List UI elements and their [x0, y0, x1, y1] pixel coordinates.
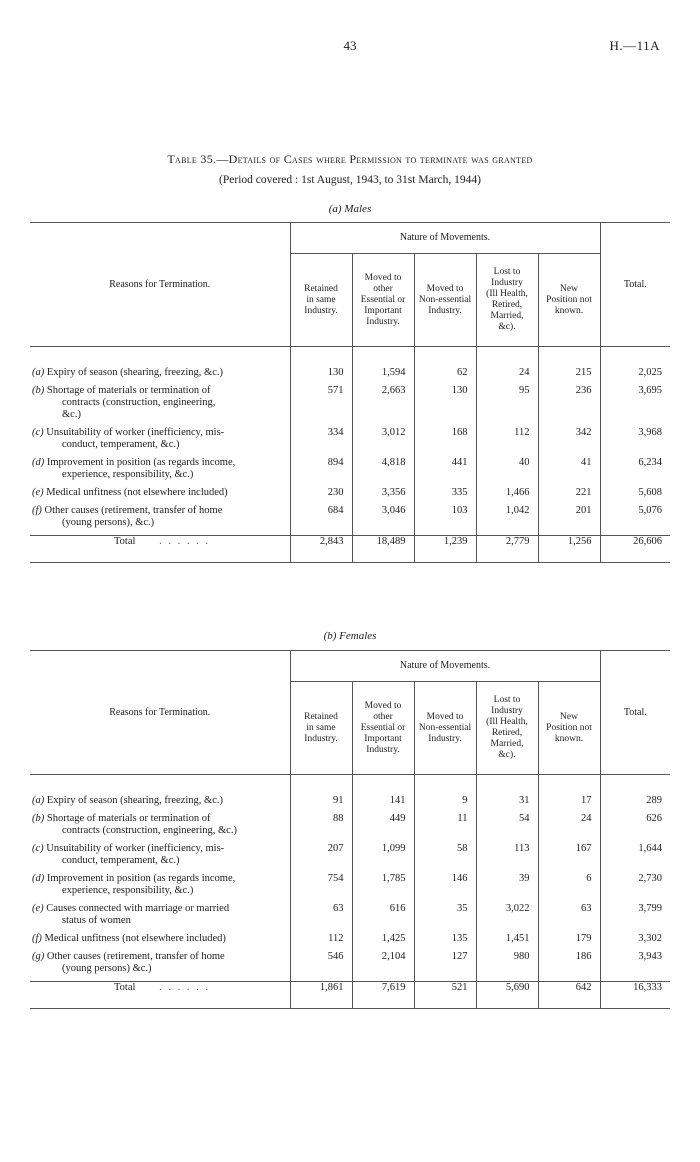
reason-cell	[30, 795, 290, 807]
row-total-value: 1,644	[600, 843, 670, 867]
reason-line: experience, responsibility, &c.)	[62, 885, 194, 896]
reason-cell	[30, 903, 290, 927]
reason-line	[32, 795, 284, 807]
table-row	[30, 385, 670, 421]
movement-value: 31	[476, 795, 538, 807]
movement-value: 342	[538, 427, 600, 451]
column-header-line: Lost to	[493, 267, 521, 277]
reason-text: Shortage of materials or termination of	[46, 385, 211, 396]
reason-text: Unsuitability of worker (inefficiency, mis-	[46, 427, 225, 438]
movement-value: 130	[290, 367, 352, 379]
movement-value: 112	[290, 933, 352, 945]
movement-column-header	[352, 254, 414, 347]
movement-column-header	[290, 254, 352, 347]
total-label: Total	[114, 982, 136, 993]
reason-cell	[30, 813, 290, 837]
nature-of-movements-header: Nature of Movements.	[290, 223, 600, 254]
movement-column-header	[414, 682, 476, 775]
reason-text: Medical unfitness (not elsewhere included)	[44, 933, 226, 944]
column-header-line: Industry.	[428, 305, 462, 316]
column-header-line: Position not	[546, 722, 592, 733]
movement-column-header	[538, 682, 600, 775]
reason-label: (b)	[32, 813, 45, 824]
movement-value: 894	[290, 457, 352, 481]
movement-value: 186	[538, 951, 600, 975]
movement-value: 6	[538, 873, 600, 897]
movement-value: 62	[414, 367, 476, 379]
table-row	[30, 505, 670, 529]
column-header-line: Married,	[490, 739, 524, 749]
column-header-line: (Ill Health,	[486, 289, 528, 299]
movement-value: 201	[538, 505, 600, 529]
leader-dots: . . . . . .	[159, 982, 210, 993]
total-row	[30, 536, 670, 563]
column-header-line: Retired,	[491, 728, 523, 738]
movement-column-header	[414, 254, 476, 347]
column-total-value: 18,489	[352, 536, 414, 563]
movement-value: 9	[414, 795, 476, 807]
grand-total-value: 26,606	[600, 536, 670, 563]
males-table	[30, 222, 670, 563]
reason-line	[32, 385, 284, 397]
reason-cell	[30, 457, 290, 481]
column-total-value: 5,690	[476, 982, 538, 1009]
movement-value: 24	[538, 813, 600, 837]
column-header-line: Important	[364, 305, 402, 316]
reason-line	[32, 457, 284, 469]
column-header-line: New	[560, 711, 578, 722]
females-table	[30, 650, 670, 1009]
reason-label: (a)	[32, 367, 45, 378]
table-row	[30, 903, 670, 927]
movement-value: 103	[414, 505, 476, 529]
reason-text: Medical unfitness (not elsewhere included)	[46, 487, 228, 498]
row-total-value: 5,076	[600, 505, 670, 529]
movement-value: 335	[414, 487, 476, 499]
table-title	[0, 152, 700, 167]
table-title-caption: Details of Cases where Permission to terminate was granted	[228, 152, 533, 166]
column-header-line: Married,	[490, 311, 524, 321]
column-total-value: 1,239	[414, 536, 476, 563]
row-total-value: 2,025	[600, 367, 670, 379]
reason-label: (e)	[32, 903, 44, 914]
column-total-value: 521	[414, 982, 476, 1009]
reason-line	[32, 813, 284, 825]
reason-label: (b)	[32, 385, 45, 396]
reason-text: Other causes (retirement, transfer of home	[46, 951, 225, 962]
column-header-line: Industry	[491, 706, 523, 716]
reason-text: Expiry of season (shearing, freezing, &c.)	[46, 367, 223, 378]
total-column-header: Total.	[600, 223, 670, 347]
column-header-line: Moved to	[426, 711, 464, 722]
reason-line: status of women	[62, 915, 131, 926]
table-row	[30, 843, 670, 867]
reason-cell	[30, 505, 290, 529]
movement-column-header	[476, 254, 538, 347]
movement-value: 1,099	[352, 843, 414, 867]
movement-value: 3,046	[352, 505, 414, 529]
movement-value: 221	[538, 487, 600, 499]
row-total-value: 3,695	[600, 385, 670, 421]
column-header-line: in same	[306, 294, 336, 305]
movement-value: 236	[538, 385, 600, 421]
reason-text: Expiry of season (shearing, freezing, &c.)	[46, 795, 223, 806]
reason-line: contracts (construction, engineering, &c.)	[62, 825, 237, 836]
movement-value: 113	[476, 843, 538, 867]
movement-value: 230	[290, 487, 352, 499]
movement-value: 112	[476, 427, 538, 451]
reason-line: experience, responsibility, &c.)	[62, 469, 194, 480]
column-header-line: Industry.	[428, 733, 462, 744]
column-header-line: Essential or	[360, 722, 406, 733]
reason-line: conduct, temperament, &c.)	[62, 855, 180, 866]
row-total-value: 3,799	[600, 903, 670, 927]
reason-label: (c)	[32, 843, 44, 854]
column-header-line: Moved to	[364, 272, 402, 283]
movement-value: 215	[538, 367, 600, 379]
reason-text: Shortage of materials or termination of	[46, 813, 211, 824]
column-header-line: other	[373, 711, 393, 722]
reason-cell	[30, 487, 290, 499]
total-label-cell	[30, 982, 290, 1009]
page-number: 43	[343, 38, 357, 53]
movement-value: 146	[414, 873, 476, 897]
reason-line: &c.)	[62, 409, 81, 420]
reason-text: Improvement in position (as regards income,	[46, 873, 236, 884]
movement-value: 1,466	[476, 487, 538, 499]
movement-value: 17	[538, 795, 600, 807]
reason-label: (f)	[32, 933, 42, 944]
row-total-value: 2,730	[600, 873, 670, 897]
reason-line	[32, 367, 284, 379]
reason-line	[32, 843, 284, 855]
column-total-value: 7,619	[352, 982, 414, 1009]
total-row	[30, 982, 670, 1009]
reason-line	[32, 873, 284, 885]
movement-value: 130	[414, 385, 476, 421]
grand-total-value: 16,333	[600, 982, 670, 1009]
movement-value: 754	[290, 873, 352, 897]
movement-value: 58	[414, 843, 476, 867]
movement-value: 546	[290, 951, 352, 975]
movement-column-header	[476, 682, 538, 775]
movement-value: 616	[352, 903, 414, 927]
reason-line: (young persons), &c.)	[62, 517, 155, 528]
reason-line	[32, 933, 284, 945]
reason-line: conduct, temperament, &c.)	[62, 439, 180, 450]
movement-value: 1,785	[352, 873, 414, 897]
nature-of-movements-header: Nature of Movements.	[290, 651, 600, 682]
total-label-cell	[30, 536, 290, 563]
males-subheading: (a) Males	[328, 203, 372, 215]
row-total-value: 3,968	[600, 427, 670, 451]
reason-cell	[30, 873, 290, 897]
table-row	[30, 813, 670, 837]
document-reference: H.—11A	[609, 38, 660, 53]
movement-value: 3,356	[352, 487, 414, 499]
total-column-header: Total.	[600, 651, 670, 775]
movement-value: 1,425	[352, 933, 414, 945]
movement-value: 35	[414, 903, 476, 927]
reason-cell	[30, 951, 290, 975]
column-header-line: Industry	[491, 278, 523, 288]
row-total-value: 626	[600, 813, 670, 837]
column-header-line: Industry.	[304, 305, 338, 316]
table-row	[30, 427, 670, 451]
reason-label: (c)	[32, 427, 44, 438]
column-header-line: (Ill Health,	[486, 717, 528, 727]
movement-value: 141	[352, 795, 414, 807]
reason-label: (d)	[32, 457, 45, 468]
column-header-line: Non-essential	[418, 294, 472, 305]
movement-column-header	[352, 682, 414, 775]
reason-label: (e)	[32, 487, 44, 498]
reason-line	[32, 487, 284, 499]
column-total-value: 1,861	[290, 982, 352, 1009]
movement-value: 4,818	[352, 457, 414, 481]
movement-value: 135	[414, 933, 476, 945]
column-header-line: Moved to	[364, 700, 402, 711]
column-total-value: 642	[538, 982, 600, 1009]
table-row	[30, 457, 670, 481]
total-label: Total	[114, 536, 136, 547]
row-total-value: 5,608	[600, 487, 670, 499]
table-row	[30, 487, 670, 499]
movement-value: 88	[290, 813, 352, 837]
column-header-line: Essential or	[360, 294, 406, 305]
table-row	[30, 933, 670, 945]
movement-column-header	[290, 682, 352, 775]
reason-text: Unsuitability of worker (inefficiency, mis-	[46, 843, 225, 854]
reason-label: (g)	[32, 951, 45, 962]
column-header-line: Moved to	[426, 283, 464, 294]
movement-value: 2,663	[352, 385, 414, 421]
movement-value: 179	[538, 933, 600, 945]
movement-column-header	[538, 254, 600, 347]
movement-value: 168	[414, 427, 476, 451]
row-total-value: 3,943	[600, 951, 670, 975]
reason-line: contracts (construction, engineering,	[62, 397, 216, 408]
table-row	[30, 873, 670, 897]
column-header-line: in same	[306, 722, 336, 733]
movement-value: 571	[290, 385, 352, 421]
movement-value: 684	[290, 505, 352, 529]
movement-value: 207	[290, 843, 352, 867]
reason-label: (f)	[32, 505, 42, 516]
movement-value: 39	[476, 873, 538, 897]
reason-line: (young persons) &c.)	[62, 963, 152, 974]
column-total-value: 1,256	[538, 536, 600, 563]
movement-value: 40	[476, 457, 538, 481]
table-row	[30, 367, 670, 379]
row-total-value: 3,302	[600, 933, 670, 945]
reason-cell	[30, 385, 290, 421]
column-header-line: Important	[364, 733, 402, 744]
table-title-prefix: Table 35.—	[167, 152, 229, 166]
movement-value: 127	[414, 951, 476, 975]
row-total-value: 289	[600, 795, 670, 807]
movement-value: 1,042	[476, 505, 538, 529]
movement-value: 3,022	[476, 903, 538, 927]
movement-value: 3,012	[352, 427, 414, 451]
column-header-line: other	[373, 283, 393, 294]
movement-value: 167	[538, 843, 600, 867]
column-header-line: Industry.	[304, 733, 338, 744]
reason-line	[32, 903, 284, 915]
movement-value: 2,104	[352, 951, 414, 975]
reason-cell	[30, 427, 290, 451]
movement-value: 41	[538, 457, 600, 481]
column-header-line: Retained	[304, 711, 338, 722]
column-total-value: 2,843	[290, 536, 352, 563]
column-header-line: &c).	[498, 322, 516, 332]
movement-value: 54	[476, 813, 538, 837]
period-covered: (Period covered : 1st August, 1943, to 31st March, 1944)	[219, 174, 481, 186]
column-header-line: Retired,	[491, 300, 523, 310]
column-header-line: Lost to	[493, 695, 521, 705]
reason-text: Causes connected with marriage or married	[46, 903, 230, 914]
movement-value: 11	[414, 813, 476, 837]
row-total-value: 6,234	[600, 457, 670, 481]
reason-cell	[30, 843, 290, 867]
reason-line	[32, 951, 284, 963]
movement-value: 1,594	[352, 367, 414, 379]
table-row	[30, 795, 670, 807]
column-header-line: Retained	[304, 283, 338, 294]
column-header-line: Non-essential	[418, 722, 472, 733]
table-row	[30, 951, 670, 975]
column-header-line: &c).	[498, 750, 516, 760]
reason-cell	[30, 367, 290, 379]
movement-value: 1,451	[476, 933, 538, 945]
reasons-column-header: Reasons for Termination.	[30, 651, 290, 775]
reason-line	[32, 505, 284, 517]
column-header-line: known.	[554, 305, 584, 316]
reasons-column-header: Reasons for Termination.	[30, 223, 290, 347]
column-header-line: New	[560, 283, 578, 294]
movement-value: 63	[290, 903, 352, 927]
movement-value: 63	[538, 903, 600, 927]
movement-value: 91	[290, 795, 352, 807]
column-header-line: Position not	[546, 294, 592, 305]
column-header-line: Industry.	[366, 744, 400, 755]
reason-label: (a)	[32, 795, 45, 806]
reason-line	[32, 427, 284, 439]
reason-cell	[30, 933, 290, 945]
reason-label: (d)	[32, 873, 45, 884]
movement-value: 980	[476, 951, 538, 975]
column-header-line: known.	[554, 733, 584, 744]
reason-text: Other causes (retirement, transfer of home	[44, 505, 223, 516]
movement-value: 449	[352, 813, 414, 837]
females-subheading: (b) Females	[323, 630, 377, 642]
reason-text: Improvement in position (as regards income,	[46, 457, 236, 468]
column-header-line: Industry.	[366, 316, 400, 327]
column-total-value: 2,779	[476, 536, 538, 563]
movement-value: 95	[476, 385, 538, 421]
movement-value: 24	[476, 367, 538, 379]
movement-value: 334	[290, 427, 352, 451]
leader-dots: . . . . . .	[159, 536, 210, 547]
movement-value: 441	[414, 457, 476, 481]
